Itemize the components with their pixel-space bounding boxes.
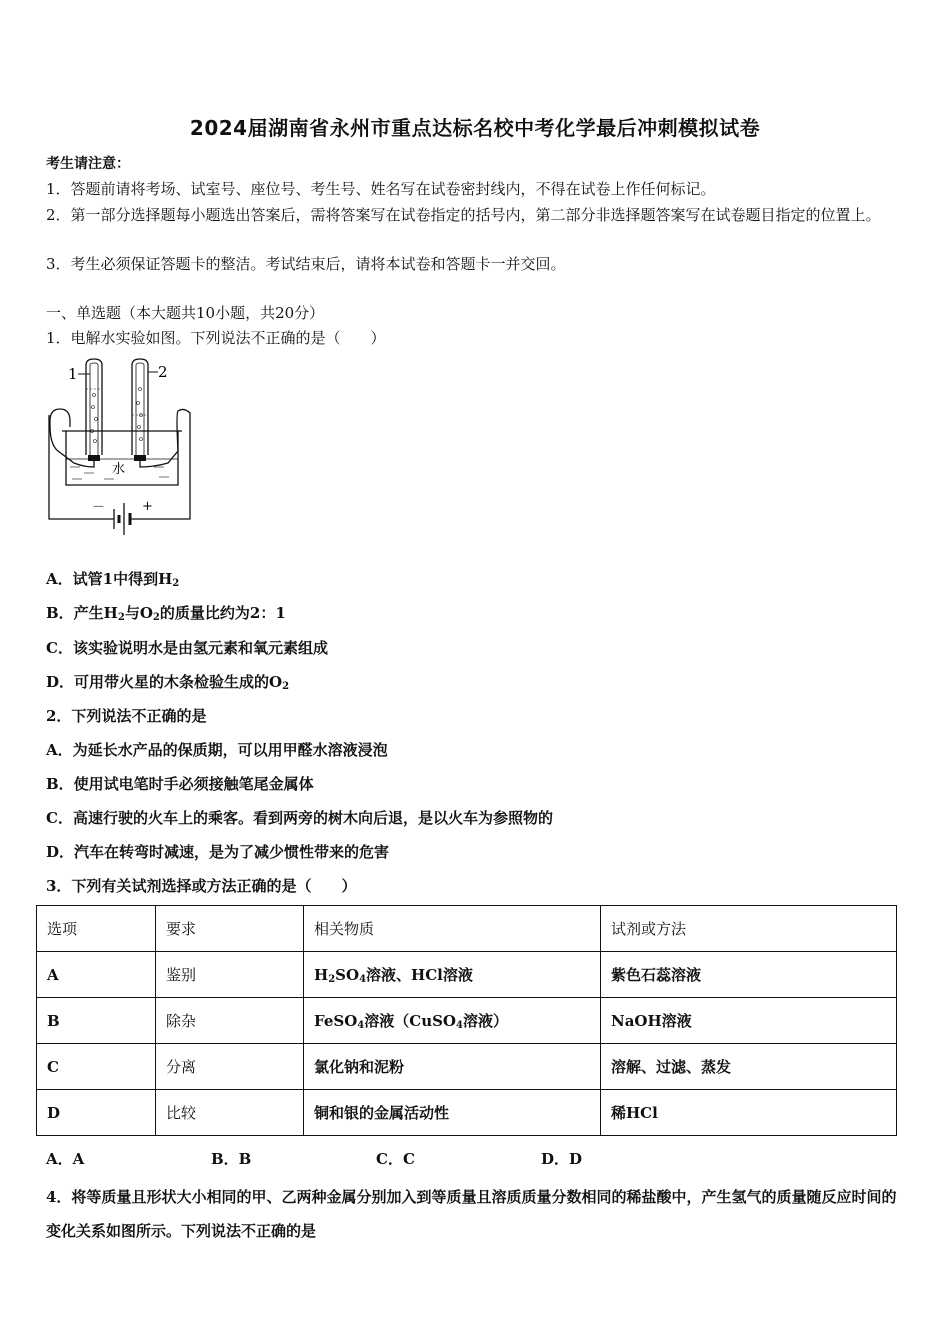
q3-answer-b: B．B xyxy=(211,1150,252,1168)
table-cell: 紫色石蕊溶液 xyxy=(601,952,897,998)
q3-table xyxy=(36,905,897,1136)
formula-sub: 4 xyxy=(456,1020,463,1031)
table-cell: 稀HCl xyxy=(601,1090,897,1136)
q1-b-mid: 与O xyxy=(124,604,153,622)
table-row xyxy=(37,998,897,1044)
q3-answer-c: C．C xyxy=(376,1150,415,1168)
formula-part: 溶液、HCl溶液 xyxy=(366,966,473,984)
minus-label: － xyxy=(92,500,106,515)
q3-answer-choices xyxy=(46,1148,706,1169)
q1-a-text: A．试管1中得到H xyxy=(46,570,173,588)
q2-option-c: C．高速行驶的火车上的乘客。看到两旁的树木向后退，是以火车为参照物的 xyxy=(46,809,553,827)
q1-d-sub: 2 xyxy=(282,681,290,692)
q1-b-sub2: 2 xyxy=(152,612,160,623)
table-cell xyxy=(304,998,601,1044)
q2-option-a: A．为延长水产品的保质期，可以用甲醛水溶液浸泡 xyxy=(46,741,388,759)
table-cell: 鉴别 xyxy=(156,952,304,998)
table-cell: 氯化钠和泥粉 xyxy=(304,1044,601,1090)
q3-stem: 3．下列有关试剂选择或方法正确的是（ ） xyxy=(46,877,357,895)
formula-part: 溶液（CuSO xyxy=(364,1012,456,1030)
plus-label: + xyxy=(142,499,153,514)
table-row xyxy=(37,1044,897,1090)
table-header-cell: 试剂或方法 xyxy=(601,906,897,952)
tube-label-1: 1 xyxy=(68,365,78,383)
tube-label-2: 2 xyxy=(158,363,168,381)
q3-answer-a: A．A xyxy=(46,1150,85,1168)
q1-option-c: C．该实验说明水是由氢元素和氧元素组成 xyxy=(46,639,328,657)
q1-option-b xyxy=(46,602,286,623)
q1-a-sub: 2 xyxy=(172,578,180,589)
formula-sub: 4 xyxy=(357,1020,365,1031)
table-cell: C xyxy=(37,1044,156,1090)
table-cell: 分离 xyxy=(156,1044,304,1090)
notice-item-2: 2．第一部分选择题每小题选出答案后，需将答案写在试卷指定的括号内，第二部分非选择题答案写在试卷题目指定的位置上。 xyxy=(46,206,881,224)
formula-part: 溶液） xyxy=(462,1012,508,1030)
table-row xyxy=(37,952,897,998)
q1-option-a xyxy=(46,568,179,589)
water-label: 水 xyxy=(112,462,126,477)
test-tube-1 xyxy=(86,359,102,455)
page-title: 2024届湖南省永州市重点达标名校中考化学最后冲刺模拟试卷 xyxy=(189,116,761,140)
electrolysis-diagram xyxy=(44,355,204,545)
q2-stem: 2．下列说法不正确的是 xyxy=(46,707,207,725)
table-cell: 铜和银的金属活动性 xyxy=(304,1090,601,1136)
q1-b-sub1: 2 xyxy=(117,612,125,623)
section-heading: 一、单选题（本大题共10小题，共20分） xyxy=(46,304,325,322)
table-row xyxy=(37,1090,897,1136)
notice-item-3: 3．考生必须保证答题卡的整洁。考试结束后，请将本试卷和答题卡一并交回。 xyxy=(46,255,566,273)
q1-b-post: 的质量比约为2：1 xyxy=(159,604,286,622)
notice-heading: 考生请注意： xyxy=(46,156,130,172)
table-cell: D xyxy=(37,1090,156,1136)
formula-part: SO xyxy=(335,966,360,984)
formula-part: H xyxy=(314,966,329,984)
q1-d-text: D．可用带火星的木条检验生成的O xyxy=(46,673,283,691)
table-cell: A xyxy=(37,952,156,998)
q3-answer-d: D．D xyxy=(541,1150,583,1168)
table-header-cell: 选项 xyxy=(37,906,156,952)
formula-part: FeSO xyxy=(314,1012,358,1030)
notice-item-1: 1．答题前请将考场、试室号、座位号、考生号、姓名写在试卷密封线内，不得在试卷上作任何标记。 xyxy=(46,180,716,198)
formula-sub: 2 xyxy=(328,974,336,985)
formula-sub: 4 xyxy=(359,974,367,985)
table-cell: 溶解、过滤、蒸发 xyxy=(601,1044,897,1090)
test-tube-2 xyxy=(132,359,148,455)
table-cell: B xyxy=(37,998,156,1044)
table-cell: 除杂 xyxy=(156,998,304,1044)
table-header-cell: 相关物质 xyxy=(304,906,601,952)
q2-option-b: B．使用试电笔时手必须接触笔尾金属体 xyxy=(46,775,314,793)
table-cell: NaOH溶液 xyxy=(601,998,897,1044)
table-header-cell: 要求 xyxy=(156,906,304,952)
table-header-row xyxy=(37,906,897,952)
table-cell: 比较 xyxy=(156,1090,304,1136)
q1-b-pre: B．产生H xyxy=(46,604,118,622)
q1-stem: 1．电解水实验如图。下列说法不正确的是（ ） xyxy=(46,329,386,347)
q4-stem: 4．将等质量且形状大小相同的甲、乙两种金属分别加入到等质量且溶质质量分数相同的稀盐酸中，产生氢气的质量随反应时间的变化关系如图所示。下列说法不正确的是 xyxy=(46,1188,897,1240)
q2-option-d: D．汽车在转弯时减速，是为了减少惯性带来的危害 xyxy=(46,843,390,861)
table-cell xyxy=(304,952,601,998)
q1-option-d xyxy=(46,671,289,692)
